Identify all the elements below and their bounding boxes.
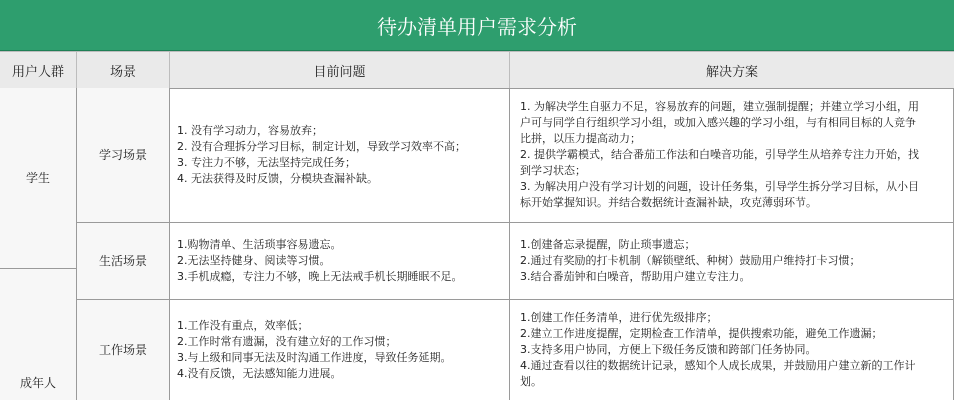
list-item: 4.没有反馈，无法感知能力进展。 bbox=[177, 367, 342, 380]
list-item: 3.手机成瘾，专注力不够，晚上无法戒手机长期睡眠不足。 bbox=[177, 270, 463, 283]
list-item: 到学习状态； bbox=[520, 164, 586, 177]
list-item: 3. 专注力不够，无法坚持完成任务； bbox=[177, 156, 356, 169]
list-item: 3. 为解决用户没有学习计划的问题，设计任务集，引导学生拆分学习目标，从小目 bbox=[520, 180, 919, 193]
table-header bbox=[0, 51, 954, 89]
list-item: 1.购物清单、生活琐事容易遗忘。 bbox=[177, 238, 342, 251]
problems-life bbox=[177, 223, 509, 299]
grid-line bbox=[0, 268, 77, 269]
list-item: 2.工作时常有遗漏，没有建立好的工作习惯； bbox=[177, 335, 397, 348]
header-solutions: 解决方案 bbox=[705, 64, 758, 80]
header-scene: 场景 bbox=[77, 52, 170, 88]
group-adult: 成年人 bbox=[19, 376, 56, 390]
problems-study bbox=[177, 88, 509, 222]
header-current-problems: 目前问题 bbox=[170, 52, 510, 88]
scene-work: 工作场景 bbox=[98, 343, 147, 357]
page-title: 待办清单用户需求分析 bbox=[0, 0, 954, 51]
list-item: 1. 为解决学生自驱力不足，容易放弃的问题，建立强制提醒；并建立学习小组，用 bbox=[520, 100, 919, 113]
list-item: 1. 没有学习动力，容易放弃； bbox=[177, 124, 323, 137]
list-item: 2.通过有奖励的打卡机制（解锁壁纸、种树）鼓励用户维持打卡习惯； bbox=[520, 254, 861, 267]
scene-life: 生活场景 bbox=[98, 254, 147, 268]
scene-study: 学习场景 bbox=[98, 148, 147, 162]
solutions-life bbox=[510, 223, 953, 299]
list-item: 4. 无法获得及时反馈，分模块查漏补缺。 bbox=[177, 172, 378, 185]
list-item: 1.创建备忘录提醒，防止琐事遗忘； bbox=[520, 238, 696, 251]
list-item: 1.工作没有重点，效率低； bbox=[177, 319, 309, 332]
solutions-study bbox=[510, 88, 953, 222]
solutions-work bbox=[510, 300, 953, 400]
list-item: 标开始掌握知识。并结合数据统计查漏补缺，攻克薄弱环节。 bbox=[520, 196, 817, 209]
list-item: 2.无法坚持健身、阅读等习惯。 bbox=[177, 254, 331, 267]
list-item: 1.创建工作任务清单，进行优先级排序； bbox=[520, 311, 718, 324]
problems-work bbox=[177, 300, 509, 400]
list-item: 2. 没有合理拆分学习目标，制定计划，导致学习效率不高； bbox=[177, 140, 466, 153]
group-student: 学生 bbox=[25, 171, 50, 185]
list-item: 划。 bbox=[520, 375, 542, 388]
list-item: 2.建立工作进度提醒，定期检查工作清单，提供搜索功能，避免工作遗漏； bbox=[520, 327, 883, 340]
list-item: 3.结合番茄钟和白噪音，帮助用户建立专注力。 bbox=[520, 270, 751, 283]
header-user-group: 用户人群 bbox=[0, 52, 77, 88]
list-item: 3.支持多用户协同，方便上下级任务反馈和跨部门任务协同。 bbox=[520, 343, 817, 356]
list-item: 户可与同学自行组织学习小组，或加入感兴趣的学习小组，与有相同目标的人竞争 bbox=[520, 116, 916, 129]
list-item: 比拼，以压力提高动力； bbox=[520, 132, 641, 145]
list-item: 2. 提供学霸模式，结合番茄工作法和白噪音功能，引导学生从培养专注力开始，找 bbox=[520, 148, 919, 161]
list-item: 4.通过查看以往的数据统计记录，感知个人成长成果，并鼓励用户建立新的工作计 bbox=[520, 359, 916, 372]
list-item: 3.与上级和同事无法及时沟通工作进度，导致任务延期。 bbox=[177, 351, 452, 364]
grid-line bbox=[169, 88, 170, 400]
